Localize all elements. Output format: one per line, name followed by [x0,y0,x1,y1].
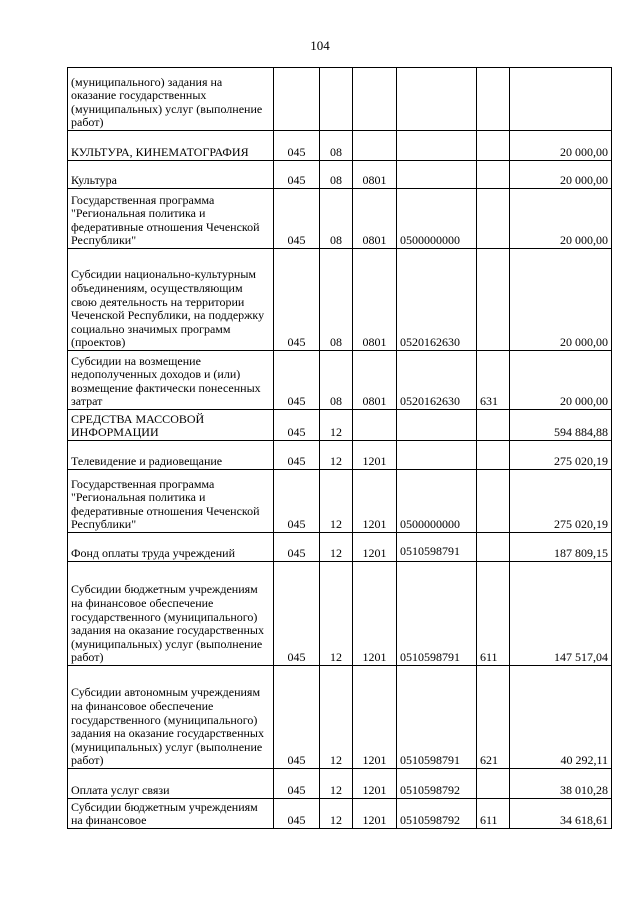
row-expense-type [477,533,510,562]
row-target-code: 0520162630 [397,249,477,351]
table-row [68,249,612,351]
row-target-code: 0510598792 [397,769,477,799]
budget-table-body [68,68,612,829]
row-expense-type [477,161,510,189]
page-number: 104 [310,38,330,53]
row-name: (муниципального) задания на оказание государственных (муниципальных) услуг (выполнение работ) [68,68,274,131]
row-agency-code: 045 [274,410,320,441]
row-subsection-code: 1201 [353,533,397,562]
row-expense-type [477,131,510,161]
row-name: Фонд оплаты труда учреждений [68,533,274,562]
row-amount: 34 618,61 [510,799,612,829]
row-target-code [397,131,477,161]
row-section-code: 12 [320,470,353,533]
row-section-code: 12 [320,441,353,470]
row-agency-code: 045 [274,666,320,769]
row-target-code: 0510598791 [397,666,477,769]
row-agency-code: 045 [274,769,320,799]
row-name: Культура [68,161,274,189]
row-name: Государственная программа "Региональная политика и федеративные отношения Чеченской Республики" [68,470,274,533]
row-expense-type [477,249,510,351]
row-subsection-code: 1201 [353,769,397,799]
table-row [68,533,612,562]
row-target-code: 0510598792 [397,799,477,829]
row-amount: 275 020,19 [510,441,612,470]
row-name: Субсидии национально-культурным объединениям, осуществляющим свою деятельность на территории Чеченской Республики, на поддержку социально значимых программ (проектов) [68,249,274,351]
row-amount: 275 020,19 [510,470,612,533]
row-amount: 594 884,88 [510,410,612,441]
row-subsection-code: 1201 [353,666,397,769]
row-section-code: 12 [320,666,353,769]
row-expense-type: 631 [477,351,510,410]
row-amount: 20 000,00 [510,351,612,410]
budget-table [67,67,612,829]
row-expense-type: 611 [477,562,510,666]
row-amount: 40 292,11 [510,666,612,769]
table-row [68,131,612,161]
row-target-code [397,68,477,131]
row-target-code: 0510598791 [397,562,477,666]
row-section-code [320,68,353,131]
row-section-code: 12 [320,410,353,441]
row-amount: 147 517,04 [510,562,612,666]
row-name: Субсидии бюджетным учреждениям на финансовое обеспечение государственного (муниципального) задания на оказание государственных (муниципальных) услуг (выполнение работ) [68,562,274,666]
row-expense-type: 611 [477,799,510,829]
row-amount: 20 000,00 [510,249,612,351]
row-section-code: 12 [320,769,353,799]
row-agency-code: 045 [274,441,320,470]
row-amount: 20 000,00 [510,189,612,249]
row-name: Государственная программа "Региональная политика и федеративные отношения Чеченской Республики" [68,189,274,249]
row-amount [510,68,612,131]
row-target-code: 0500000000 [397,470,477,533]
table-row [68,189,612,249]
row-agency-code: 045 [274,131,320,161]
row-subsection-code [353,410,397,441]
row-target-code [397,410,477,441]
row-target-code: 0500000000 [397,189,477,249]
row-section-code: 12 [320,562,353,666]
row-subsection-code: 1201 [353,799,397,829]
row-expense-type [477,769,510,799]
row-subsection-code [353,68,397,131]
row-expense-type [477,189,510,249]
row-agency-code: 045 [274,249,320,351]
row-section-code: 08 [320,161,353,189]
row-amount: 38 010,28 [510,769,612,799]
row-name: Субсидии бюджетным учреждениям на финансовое [68,799,274,829]
row-agency-code: 045 [274,189,320,249]
row-subsection-code: 1201 [353,470,397,533]
row-expense-type [477,470,510,533]
table-row [68,562,612,666]
row-subsection-code: 1201 [353,441,397,470]
table-row [68,161,612,189]
table-row [68,799,612,829]
row-name: Субсидии автономным учреждениям на финансовое обеспечение государственного (муниципального) задания на оказание государственных (муниципальных) услуг (выполнение работ) [68,666,274,769]
row-agency-code: 045 [274,533,320,562]
row-section-code: 12 [320,533,353,562]
row-expense-type: 621 [477,666,510,769]
row-amount: 20 000,00 [510,161,612,189]
row-expense-type [477,68,510,131]
row-agency-code: 045 [274,161,320,189]
row-subsection-code [353,131,397,161]
row-section-code: 08 [320,131,353,161]
row-agency-code: 045 [274,562,320,666]
row-section-code: 08 [320,351,353,410]
row-agency-code: 045 [274,470,320,533]
row-agency-code: 045 [274,351,320,410]
row-section-code: 08 [320,189,353,249]
row-name: КУЛЬТУРА, КИНЕМАТОГРАФИЯ [68,131,274,161]
row-amount: 187 809,15 [510,533,612,562]
row-name: СРЕДСТВА МАССОВОЙ ИНФОРМАЦИИ [68,410,274,441]
row-subsection-code: 0801 [353,161,397,189]
row-agency-code: 045 [274,799,320,829]
row-target-code: 0520162630 [397,351,477,410]
row-subsection-code: 0801 [353,351,397,410]
row-name: Оплата услуг связи [68,769,274,799]
table-row [68,68,612,131]
row-agency-code [274,68,320,131]
row-name: Субсидии на возмещение недополученных доходов и (или) возмещение фактически понесенных затрат [68,351,274,410]
row-subsection-code: 0801 [353,249,397,351]
row-expense-type [477,441,510,470]
row-section-code: 12 [320,799,353,829]
row-subsection-code: 1201 [353,562,397,666]
row-target-code [397,161,477,189]
row-target-code [397,441,477,470]
row-target-code: 0510598791 [397,533,477,562]
row-subsection-code: 0801 [353,189,397,249]
table-row [68,769,612,799]
table-row [68,441,612,470]
table-row [68,470,612,533]
table-row [68,351,612,410]
row-name: Телевидение и радиовещание [68,441,274,470]
row-expense-type [477,410,510,441]
row-amount: 20 000,00 [510,131,612,161]
table-row [68,666,612,769]
row-section-code: 08 [320,249,353,351]
table-row [68,410,612,441]
